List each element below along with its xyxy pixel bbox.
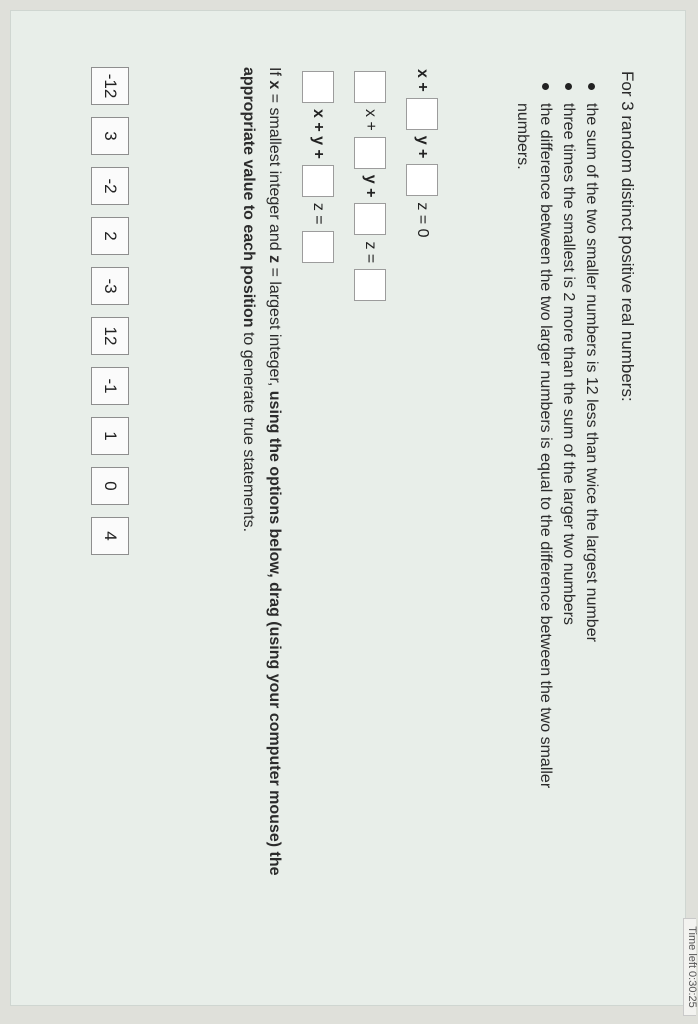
draggable-option[interactable]: -12	[91, 67, 129, 105]
draggable-option[interactable]: 1	[91, 417, 129, 455]
instructions-var-z: z	[266, 255, 283, 264]
equation-set	[285, 67, 441, 305]
draggable-option[interactable]: -2	[91, 167, 129, 205]
timer-readout: Time left 0:30:25	[683, 918, 696, 1016]
conditions-list	[511, 81, 603, 801]
equation-term: x +	[362, 109, 379, 131]
drop-slot-y-coefficient[interactable]	[406, 98, 438, 130]
draggable-option[interactable]: -3	[91, 267, 129, 305]
condition-item: the sum of the two smaller numbers is 12 less than twice the largest number	[580, 81, 603, 801]
instructions-var-x: x	[266, 80, 283, 90]
condition-item: the difference between the two larger numbers is equal to the difference between the two smaller numbers.	[511, 81, 557, 801]
instructions-text: = largest integer,	[266, 263, 283, 391]
draggable-option[interactable]: 2	[91, 217, 129, 255]
draggable-option[interactable]: 4	[91, 517, 129, 555]
drop-slot-z-coefficient[interactable]	[406, 164, 438, 196]
drop-slot-constant[interactable]	[302, 231, 334, 263]
draggable-option[interactable]: 12	[91, 317, 129, 355]
question-intro: For 3 random distinct positive real numbers:	[618, 71, 637, 402]
drop-slot-x-coefficient[interactable]	[354, 71, 386, 103]
condition-item: three times the smallest is 2 more than the sum of the larger two numbers	[557, 81, 580, 801]
drop-slot-constant[interactable]	[354, 269, 386, 301]
drop-slot-z-coefficient[interactable]	[354, 203, 386, 235]
equation-term: x + y +	[310, 109, 327, 159]
drop-slot-x-coefficient[interactable]	[302, 71, 334, 103]
draggable-option[interactable]: -1	[91, 367, 129, 405]
instructions-text: to generate true statements.	[240, 327, 257, 533]
equation-term: y +	[414, 135, 431, 159]
options-tray	[91, 67, 129, 567]
instructions-text: = smallest integer and	[266, 89, 283, 256]
equation-term: z =	[310, 202, 327, 225]
instructions-text: If	[266, 67, 283, 81]
draggable-option[interactable]: 0	[91, 467, 129, 505]
drop-slot-y-coefficient[interactable]	[354, 137, 386, 169]
equation-term: z = 0	[414, 202, 431, 238]
draggable-option[interactable]: 3	[91, 117, 129, 155]
equation-term: y +	[362, 174, 379, 198]
drop-slot-z-coefficient[interactable]	[302, 165, 334, 197]
instructions-bold-text: using the options below, drag (using your computer mouse) the appropriate value to each position	[240, 67, 283, 876]
equation-row-1	[403, 67, 441, 305]
equation-row-2	[351, 67, 389, 305]
question-panel	[10, 10, 686, 1006]
equation-row-3	[299, 67, 337, 305]
instructions	[235, 67, 287, 967]
equation-term: z =	[362, 241, 379, 264]
equation-term: x +	[414, 69, 431, 92]
